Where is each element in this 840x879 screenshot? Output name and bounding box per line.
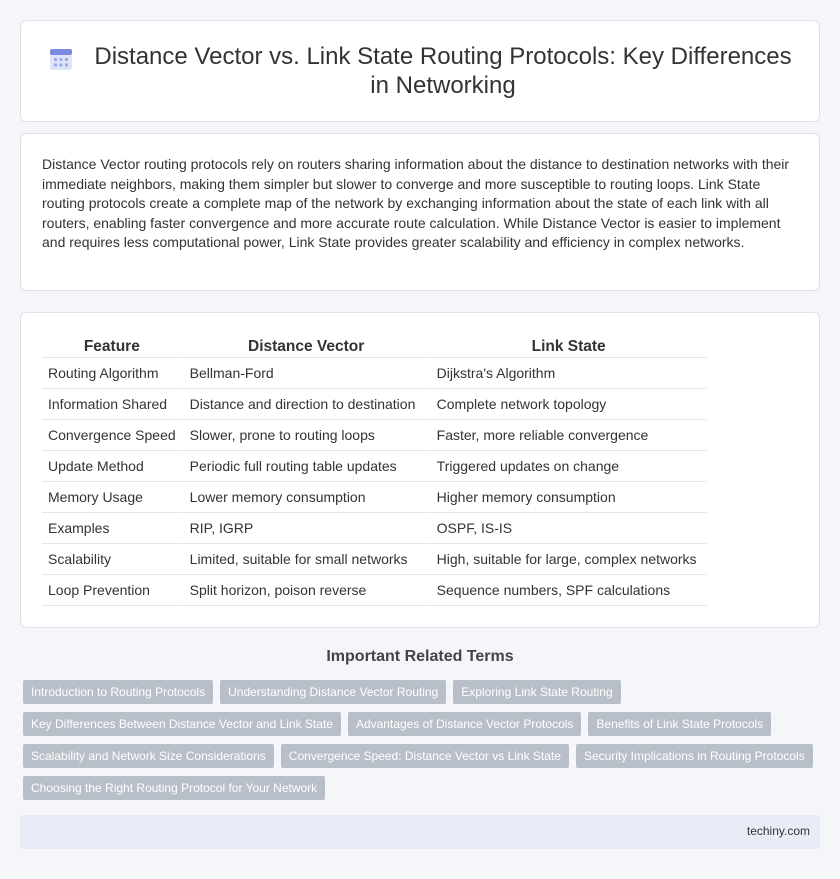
- table-row: [42, 513, 707, 544]
- related-term-tag[interactable]: Security Implications in Routing Protocols: [576, 744, 813, 768]
- link-state-cell: Dijkstra's Algorithm: [429, 358, 707, 389]
- header-feature: Feature: [42, 334, 182, 358]
- related-term-tag[interactable]: Benefits of Link State Protocols: [588, 712, 771, 736]
- link-state-cell: OSPF, IS-IS: [429, 513, 707, 544]
- feature-cell: Examples: [42, 513, 182, 544]
- related-terms-heading: Important Related Terms: [326, 648, 514, 665]
- distance-vector-cell: Bellman-Ford: [182, 358, 429, 389]
- feature-cell: Update Method: [42, 451, 182, 482]
- distance-vector-cell: Lower memory consumption: [182, 482, 429, 513]
- related-term-tag[interactable]: Understanding Distance Vector Routing: [220, 680, 446, 704]
- footer: [20, 815, 820, 849]
- link-state-cell: Faster, more reliable convergence: [429, 420, 707, 451]
- header-distance-vector: Distance Vector: [182, 334, 429, 358]
- related-term-tag[interactable]: Advantages of Distance Vector Protocols: [348, 712, 581, 736]
- table-row: [42, 358, 707, 389]
- feature-cell: Convergence Speed: [42, 420, 182, 451]
- table-row: [42, 575, 707, 606]
- comparison-table: [42, 334, 707, 606]
- link-state-cell: High, suitable for large, complex networks: [429, 544, 707, 575]
- distance-vector-cell: RIP, IGRP: [182, 513, 429, 544]
- calendar-icon: [47, 45, 75, 73]
- feature-cell: Memory Usage: [42, 482, 182, 513]
- feature-cell: Information Shared: [42, 389, 182, 420]
- distance-vector-cell: Periodic full routing table updates: [182, 451, 429, 482]
- related-terms-list: [23, 680, 823, 800]
- table-header-row: [42, 334, 707, 358]
- link-state-cell: Sequence numbers, SPF calculations: [429, 575, 707, 606]
- feature-cell: Routing Algorithm: [42, 358, 182, 389]
- distance-vector-cell: Limited, suitable for small networks: [182, 544, 429, 575]
- related-term-tag[interactable]: Scalability and Network Size Considerations: [23, 744, 274, 768]
- description-text: Distance Vector routing protocols rely on routers sharing information about the distance to destination networks with their immediate neighbors, making them simpler but slower to converge and more susceptible to routing loops. Link State routing protocols create a complete map of the network by exchanging information about the state of each link with all routers, enabling faster convergence and more accurate route calculation. While Distance Vector is easier to implement and requires less computational power, Link State provides greater scalability and efficiency in complex networks.: [42, 156, 790, 251]
- link-state-cell: Triggered updates on change: [429, 451, 707, 482]
- link-state-cell: Complete network topology: [429, 389, 707, 420]
- related-term-tag[interactable]: Introduction to Routing Protocols: [23, 680, 213, 704]
- header-link-state: Link State: [429, 334, 707, 358]
- table-row: [42, 544, 707, 575]
- table-row: [42, 420, 707, 451]
- table-row: [42, 389, 707, 420]
- feature-cell: Loop Prevention: [42, 575, 182, 606]
- feature-cell: Scalability: [42, 544, 182, 575]
- related-term-tag[interactable]: Choosing the Right Routing Protocol for Your Network: [23, 776, 325, 800]
- distance-vector-cell: Split horizon, poison reverse: [182, 575, 429, 606]
- comparison-card: [20, 312, 820, 628]
- related-term-tag[interactable]: Exploring Link State Routing: [453, 680, 620, 704]
- distance-vector-cell: Slower, prone to routing loops: [182, 420, 429, 451]
- page-title: Distance Vector vs. Link State Routing Protocols: Key Differences in Networking: [94, 43, 792, 99]
- distance-vector-cell: Distance and direction to destination: [182, 389, 429, 420]
- description-card: [20, 133, 820, 291]
- footer-site-name[interactable]: techiny.com: [746, 824, 810, 838]
- title-card: [20, 20, 820, 122]
- table-row: [42, 482, 707, 513]
- related-term-tag[interactable]: Key Differences Between Distance Vector and Link State: [23, 712, 341, 736]
- table-row: [42, 451, 707, 482]
- related-term-tag[interactable]: Convergence Speed: Distance Vector vs Link State: [281, 744, 569, 768]
- link-state-cell: Higher memory consumption: [429, 482, 707, 513]
